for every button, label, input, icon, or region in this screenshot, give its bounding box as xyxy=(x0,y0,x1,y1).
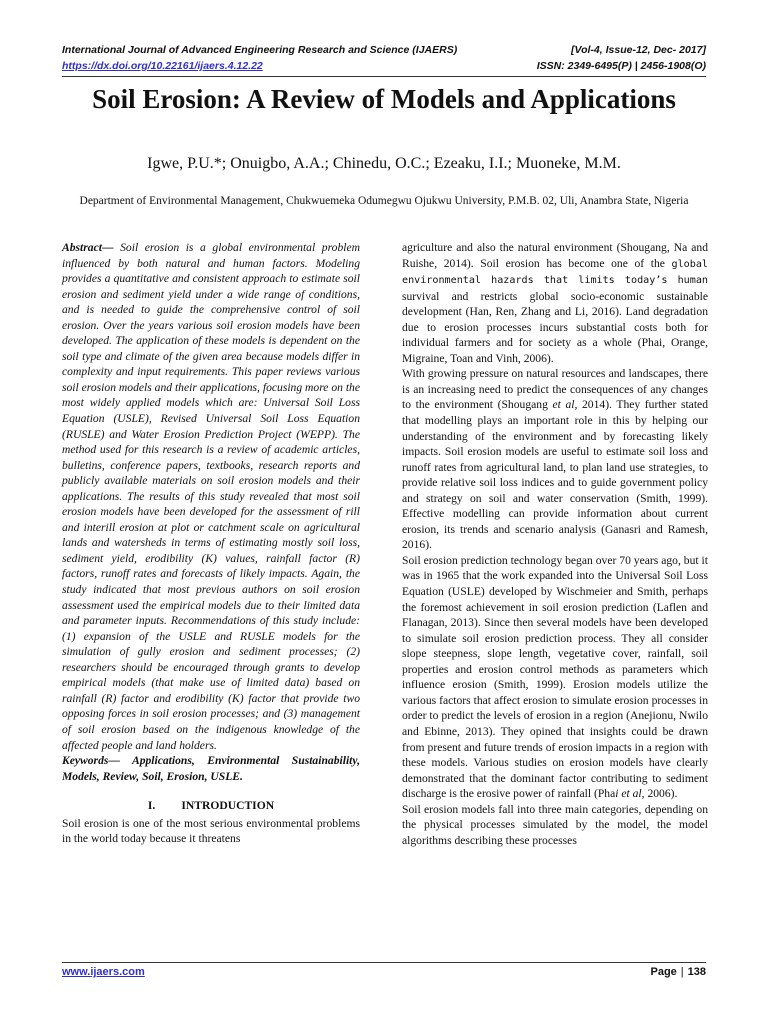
abstract-text: Soil erosion is a global environmental problem influenced by both natural and human factors. Modeling provides a quantitative and consistent approach to estimate soil erosion and sediment yield under a wide range of conditions, and is needed to guide the comprehensive control of soil erosion. Over the years various soil erosion models have been developed. The application of these models is dependent on the soil type and climate of the given area because models differ in complexity and input requirements. This paper reviews various soil erosion models and their applications, focusing more on the most widely applied models which are: Universal Soil Loss Equation (USLE), Revised Universal Soil Loss Equation (RUSLE) and Water Erosion Prediction Project (WEPP). The method used for this research is a review of academic articles, bulletins, conference papers, textbooks, research reports and publicly available materials on soil erosion models and their applications. The results of this study revealed that most soil erosion models have been developed for the assessment of rill and interill erosion at plot or catchment scale on agricultural lands and watersheds in terms of estimating mostly soil loss, sediment yield, erodibility (K) values, rainfall factor (R) factors, runoff rates and forecasts of likely impacts. Again, the study indicated that most previous authors on soil erosion assessment used the empirical models due to their limited data and parameter inputs. Recommendations of this study include: (1) expansion of the USLE and RUSLE models for the simulation of gully erosion and sediment processes; (2) researchers should be encouraged through grants to develop empirical models (that make use of limited data) based on rainfall (R) factor and erodibility (K) factor that provide two opposing forces in soil erosion processes; and (3) management of soil erosion based on the indigenous knowledge of the affected people and land holders. xyxy=(62,241,360,752)
body-paragraph-2 xyxy=(402,366,708,553)
p3-et-al: i et al, xyxy=(615,787,645,801)
p1-text-a: agriculture and also the natural environment (Shougang, Na and Ruishe, 2014). Soil erosion has become one of the xyxy=(402,241,708,270)
page-number-value: 138 xyxy=(687,966,706,978)
journal-name: International Journal of Advanced Engineering Research and Science (IJAERS) xyxy=(62,44,458,56)
abstract-label: Abstract— xyxy=(62,241,114,254)
p3-text-a: Soil erosion prediction technology began over 70 years ago, but it was in 1965 that the work expanded into the Universal Soil Loss Equation (USLE) developed by Wischmeier and Smith, perhaps the foremost achievement in soil erosion prediction (Laflen and Flanagan, 2013). Since then several models have been developed to simulate soil erosion prediction process. They all consider slope steepness, slope length, vegetative cover, rainfall, soil properties and erosion control methods as parameters which influence erosion (Smith, 1999). Erosion models utilize the various factors that affect erosion to simulate erosion processes in order to predict the levels of erosion in a region (Anejionu, Nwilo and Ebinne, 2013). They opined that insights could be drawn from present and future trends of erosion impacts in a region with these models. Various studies on erosion models have clearly demonstrated that the dominant factor contributing to sediment discharge is the erosive power of rainfall (Pha xyxy=(402,553,708,801)
page-label: Page xyxy=(650,966,677,978)
page-separator: | xyxy=(680,966,684,978)
p1-text-mono: global environmental hazards that limits today’s human xyxy=(402,258,708,287)
left-column xyxy=(62,240,360,847)
volume-info: [Vol-4, Issue-12, Dec- 2017] xyxy=(570,44,706,56)
author-list: Igwe, P.U.*; Onuigbo, A.A.; Chinedu, O.C.; Ezeaku, I.I.; Muoneke, M.M. xyxy=(147,155,621,172)
p1-text-b: survival and restricts global socio-economic sustainable development (Han, Ren, Zhang and Li, 2016). Land degradation due to erosion processes incurs substantial costs both for individual farmers and for society as a whole (Phai, Orange, Migraine, Toan and Vinh, 2006). xyxy=(402,289,708,365)
body-paragraph-3 xyxy=(402,553,708,802)
page-header xyxy=(62,42,706,74)
footer-divider xyxy=(62,962,706,963)
author-affiliation: Department of Environmental Management, Chukwuemeka Odumegwu Ojukwu University, P.M.B. 02, Uli, Anambra State, Nigeria xyxy=(79,195,689,207)
p3-text-b: 2006). xyxy=(644,787,678,801)
p2-text-a: With growing pressure on natural resources and landscapes, there is an increasing need to predict the consequences of any changes to the environment (Shougang xyxy=(402,367,708,412)
abstract xyxy=(62,240,360,753)
paper-title: Soil Erosion: A Review of Models and Applications xyxy=(92,84,676,114)
body-paragraph-4: Soil erosion models fall into three main categories, depending on the physical processes simulated by the model, the model algorithms describing these processes xyxy=(402,802,708,847)
p2-et-al: et al, xyxy=(552,398,578,412)
section-heading xyxy=(62,798,360,814)
right-column xyxy=(402,240,708,848)
body-paragraph-1 xyxy=(402,240,708,366)
keywords: Keywords— Applications, Environmental Sustainability, Models, Review, Soil, Erosion, USLE. xyxy=(62,754,360,783)
p2-text-b: 2014). They further stated that modelling plays an important role in this by helping our understanding of the environment and by forecasting likely impacts. Soil erosion models are useful to estimate soil loss and runoff rates from agricultural land, to plan land use strategies, to provide relative soil loss indices and to guide government policy and strategy on soil and water conservation (Smith, 1999). Effective modelling can provide information about current erosion, its trends and scenario analysis (Ganasri and Ramesh, 2016). xyxy=(402,398,708,552)
page-footer xyxy=(62,966,706,978)
page-number xyxy=(650,966,706,978)
section-title: INTRODUCTION xyxy=(181,799,275,813)
journal-website-link[interactable]: www.ijaers.com xyxy=(62,966,145,978)
intro-paragraph-start: Soil erosion is one of the most serious environmental problems in the world today because it threatens xyxy=(62,816,360,846)
issn-info: ISSN: 2349-6495(P) | 2456-1908(O) xyxy=(536,60,706,72)
doi-link[interactable]: https://dx.doi.org/10.22161/ijaers.4.12.22 xyxy=(62,60,263,72)
header-divider xyxy=(62,76,706,77)
section-number: I. xyxy=(147,799,156,813)
